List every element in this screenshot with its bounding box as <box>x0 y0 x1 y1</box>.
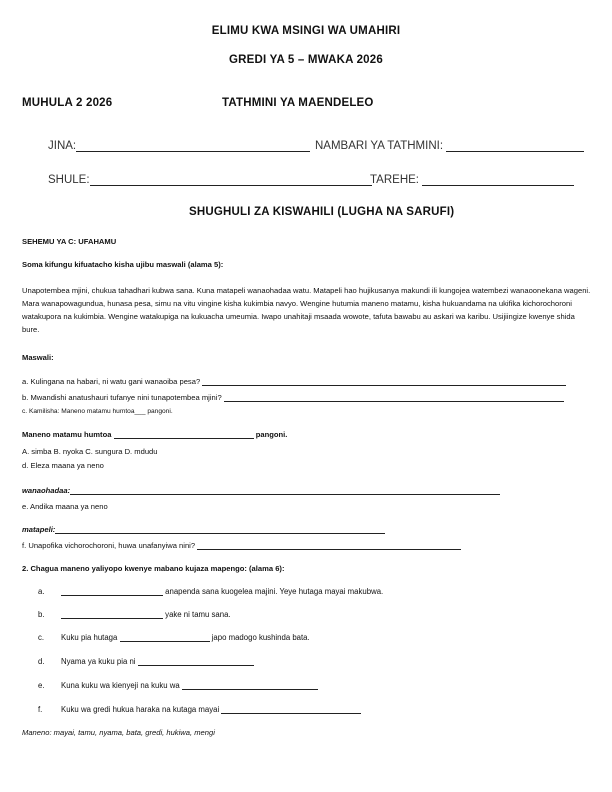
answer-e-field[interactable] <box>55 525 385 534</box>
section-title: SEHEMU YA C: UFAHAMU <box>22 237 117 246</box>
q2-heading: 2. Chagua maneno yaliyopo kwenye mabano kujaza mapengo: (alama 6): <box>22 564 285 573</box>
header-title: ELIMU KWA MSINGI WA UMAHIRI <box>211 25 401 37</box>
reading-passage: Unapotembea mjini, chukua tahadhari kubwa sana. Kuna matapeli wanaohadaa watu. Matapeli hao hujikusanya makundi ili kungojea watembezi wanaoonekana wageni. Mara wanapowagundua, hunasa pesa, simu na vitu vingine kisha kukimbia navyo. Wengine hutumia maneno matamu, kisha hukuandama na ukifika kichorochoroni watakupora na kukimbia. Wengine watakupiga na kukuacha umeumia. Iwapo unahitaji msaada wowote, tafuta bawabu au askari wa karibu. Usijiingize kwenye shida bure. <box>22 286 591 334</box>
date-row <box>370 174 574 186</box>
q2-item-d <box>38 657 254 666</box>
date-field[interactable] <box>422 174 574 186</box>
q2-blank-b[interactable] <box>61 610 163 619</box>
question-a-text: a. Kulingana na habari, ni watu gani wanaoiba pesa? <box>22 377 201 386</box>
answer-b-field[interactable] <box>224 393 564 402</box>
question-d-answer-row <box>22 486 500 495</box>
q2-item-text: Nyama ya kuku pia ni <box>61 657 138 666</box>
word-matapeli: matapeli: <box>22 525 56 534</box>
q2-item-text: yake ni tamu sana. <box>163 610 231 619</box>
activity-title: SHUGHULI ZA KISWAHILI (LUGHA NA SARUFI) <box>189 206 455 218</box>
question-b-text: b. Mwandishi anatushauri tufanye nini tunapotembea mjini? <box>22 393 222 402</box>
q2-item-b <box>38 610 231 619</box>
school-row <box>48 174 372 186</box>
question-c-prefix: Maneno matamu humtoa <box>22 430 112 439</box>
number-row <box>315 140 584 152</box>
question-c-suffix: pangoni. <box>255 430 288 439</box>
question-c-options: A. simba B. nyoka C. sungura D. mdudu <box>22 447 158 456</box>
question-c: c. Kamilisha: Maneno matamu humtoa___ pangoni. <box>22 408 173 415</box>
answer-c-field[interactable] <box>114 430 254 439</box>
term-label: MUHULA 2 2026 <box>22 97 113 109</box>
date-label: TAREHE: <box>370 174 419 186</box>
name-field[interactable] <box>76 140 310 152</box>
question-e-answer-row <box>22 525 385 534</box>
q2-item-label: d. <box>38 657 45 666</box>
q2-item-text: Kuku wa gredi hukua haraka na kutaga mayai <box>61 705 222 714</box>
answer-f-field[interactable] <box>197 541 461 550</box>
question-b <box>22 393 564 402</box>
question-f-text: f. Unapofika vichorochoroni, huwa unafanyiwa nini? <box>22 541 196 550</box>
q2-item-label: b. <box>38 610 45 619</box>
q2-item-label: e. <box>38 681 45 690</box>
questions-heading: Maswali: <box>22 353 54 362</box>
q2-blank-c[interactable] <box>120 633 210 642</box>
q2-item-c <box>38 633 310 642</box>
q2-item-f <box>38 705 361 714</box>
q2-blank-a[interactable] <box>61 587 163 596</box>
answer-a-field[interactable] <box>202 377 566 386</box>
q2-blank-f[interactable] <box>221 705 361 714</box>
number-field[interactable] <box>446 140 584 152</box>
question-e: e. Andika maana ya neno <box>22 502 108 511</box>
answer-d-field[interactable] <box>70 486 500 495</box>
q2-item-e <box>38 681 318 690</box>
q2-item-label: a. <box>38 587 45 596</box>
question-f <box>22 541 461 550</box>
question-d: d. Eleza maana ya neno <box>22 461 104 470</box>
q2-blank-d[interactable] <box>138 657 254 666</box>
question-a <box>22 377 566 386</box>
q2-blank-e[interactable] <box>182 681 318 690</box>
q2-item-text: Kuna kuku wa kienyeji na kuku wa <box>61 681 182 690</box>
header-grade: GREDI YA 5 – MWAKA 2026 <box>229 54 383 66</box>
q2-item-text: japo madogo kushinda bata. <box>209 633 310 642</box>
name-label: JINA: <box>48 140 77 152</box>
question-c-blank-row <box>22 430 287 439</box>
section-instruction: Soma kifungu kifuatacho kisha ujibu maswali (alama 5): <box>22 260 224 269</box>
school-field[interactable] <box>90 174 372 186</box>
word-bank: Maneno: mayai, tamu, nyama, bata, gredi, hukiwa, mengi <box>22 728 215 737</box>
word-wanaohadaa: wanaohadaa: <box>22 486 71 495</box>
q2-item-a <box>38 587 383 596</box>
q2-item-label: f. <box>38 705 43 714</box>
number-label: NAMBARI YA TATHMINI: <box>315 140 444 152</box>
school-label: SHULE: <box>48 174 90 186</box>
q2-item-text: Kuku pia hutaga <box>61 633 120 642</box>
assessment-label: TATHMINI YA MAENDELEO <box>222 97 374 109</box>
q2-item-label: c. <box>38 633 45 642</box>
name-row <box>48 140 310 152</box>
q2-item-text: anapenda sana kuogelea majini. Yeye hutaga mayai makubwa. <box>163 587 384 596</box>
